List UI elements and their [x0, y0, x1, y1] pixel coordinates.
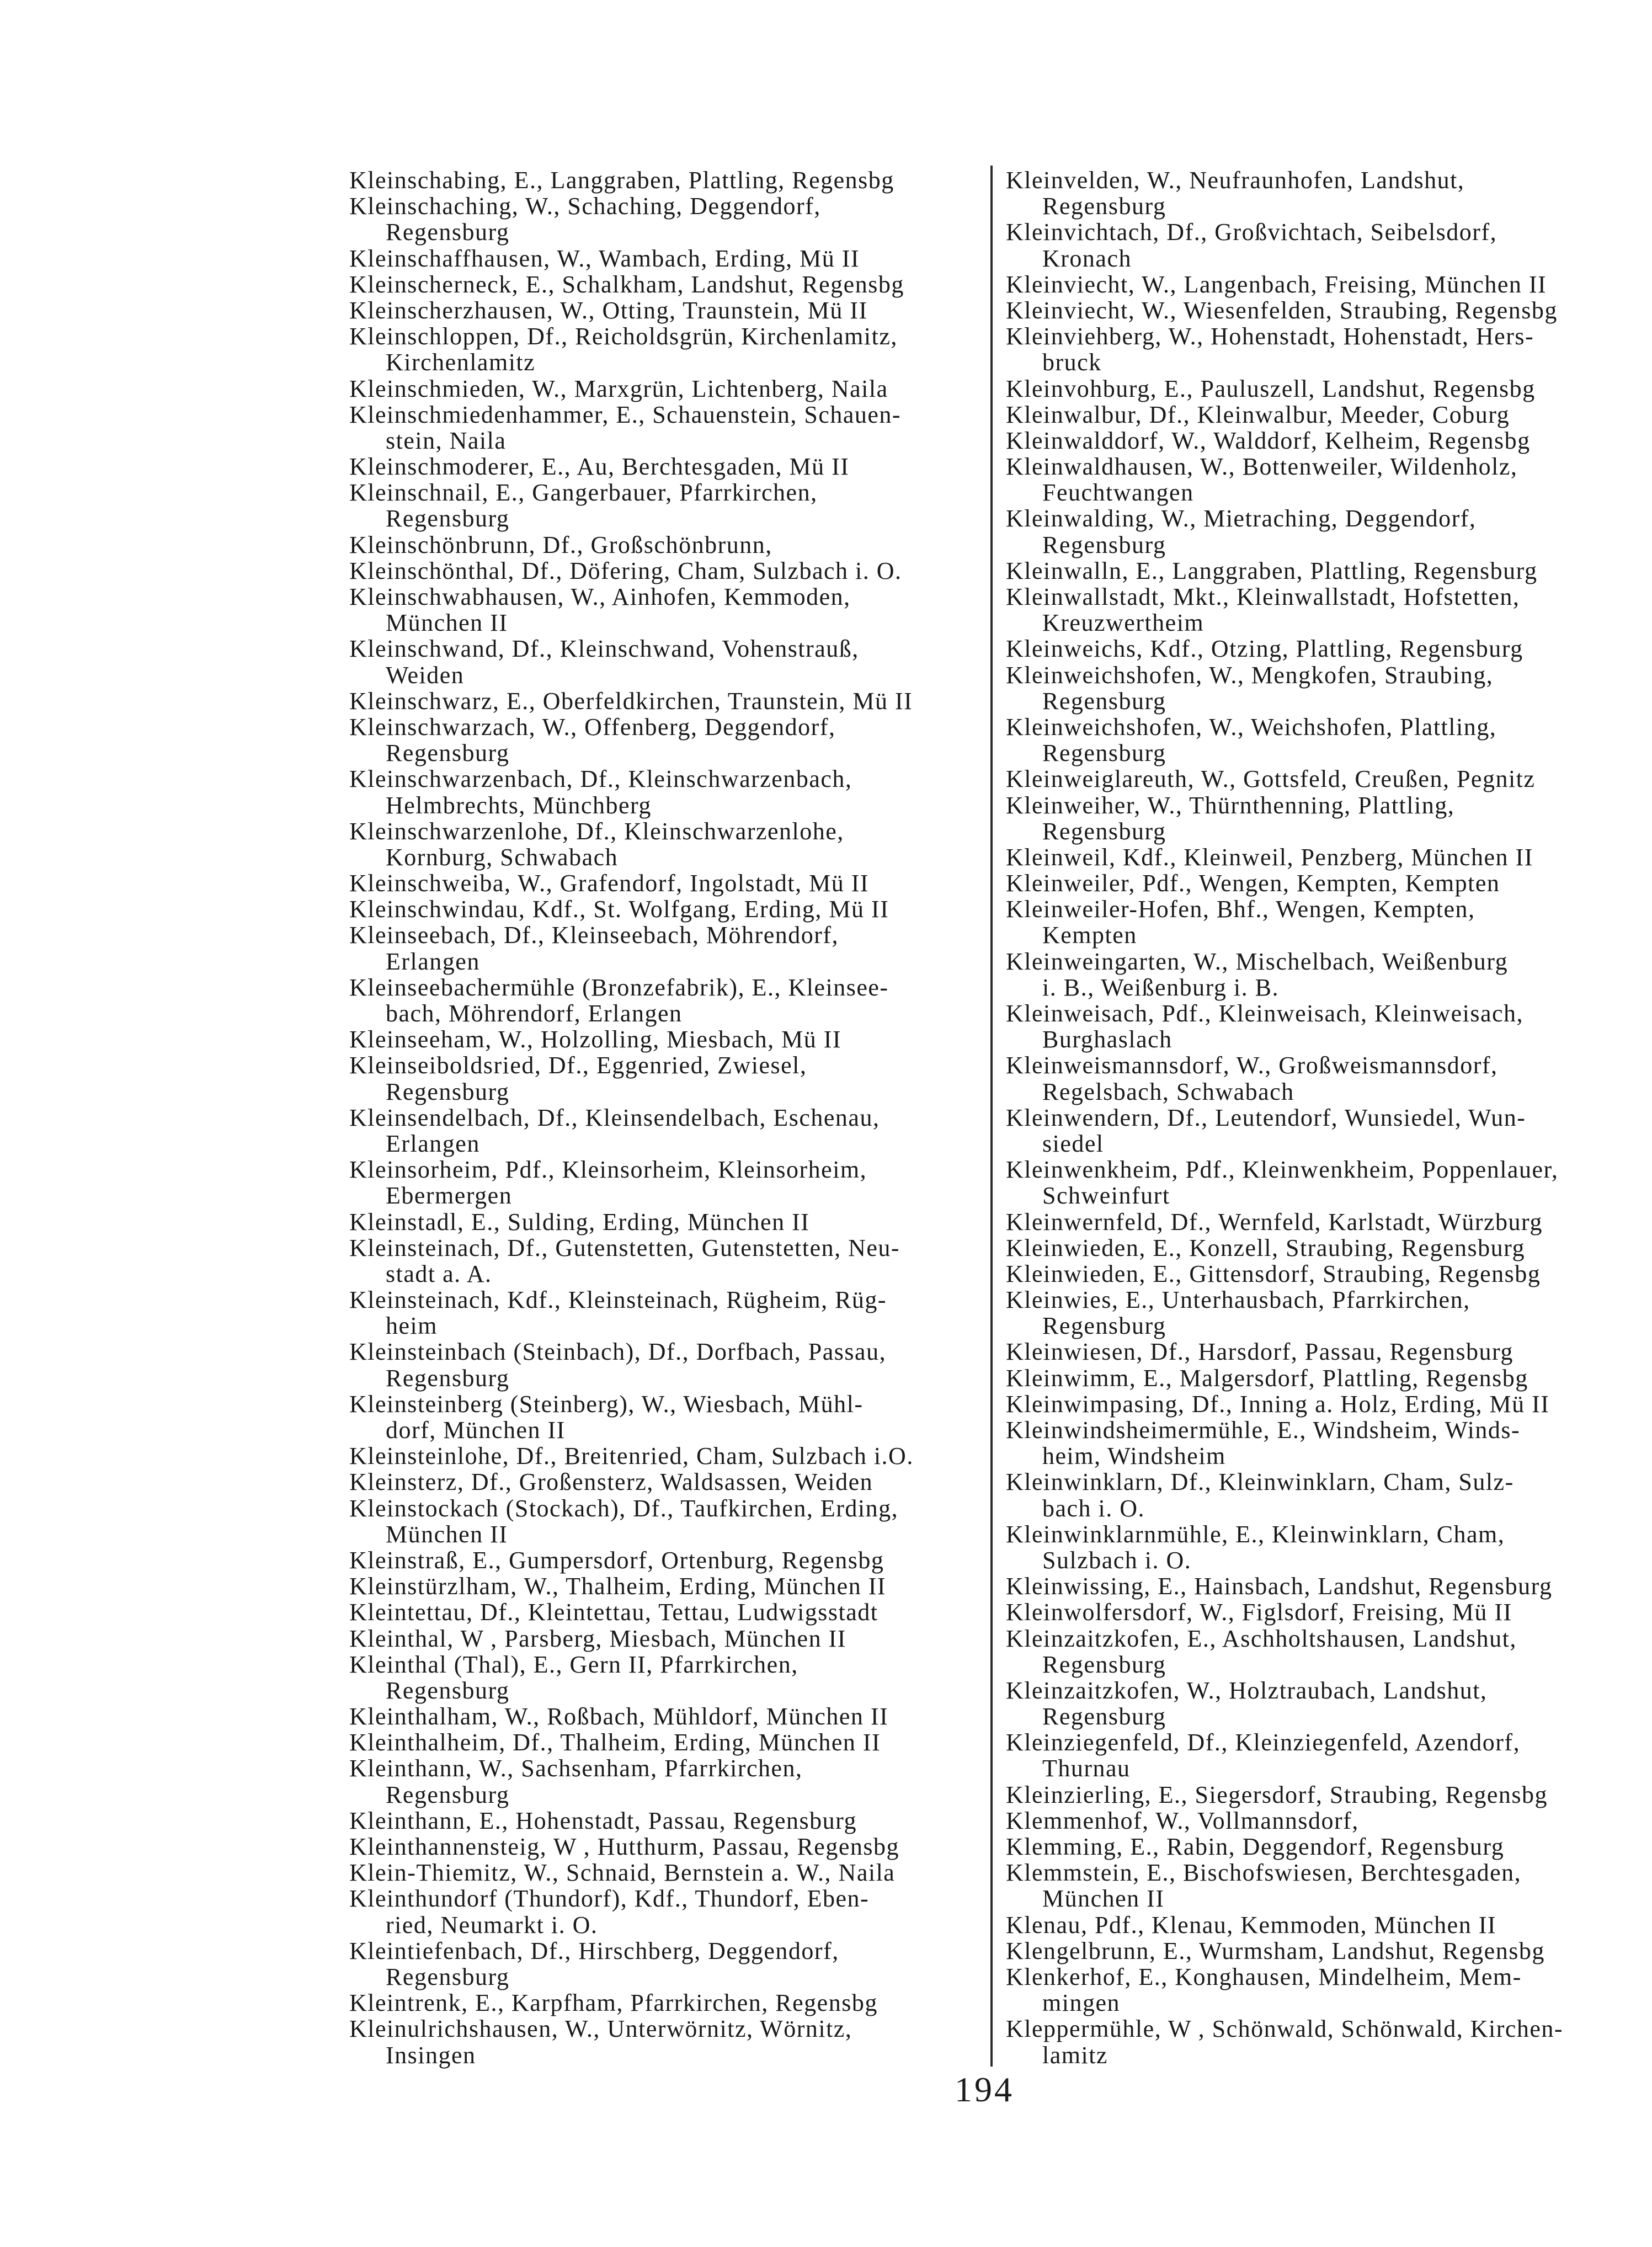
gazetteer-entry: [349, 1729, 984, 1755]
entry-line: Kleinwinklarnmühle, E., Kleinwinklarn, Cham,: [1006, 1520, 1505, 1548]
gazetteer-entry: [349, 376, 984, 402]
gazetteer-entry: [349, 1573, 984, 1599]
entry-line: Kleinwolfersdorf, W., Figlsdorf, Freising, Mü II: [1006, 1599, 1512, 1626]
entry-line: Kleinvohburg, E., Pauluszell, Landshut, Regensbg: [1006, 375, 1536, 402]
entry-continuation-line: Regensburg: [386, 1963, 510, 1990]
entry-line: Kleinschabing, E., Langgraben, Plattling, Regensbg: [349, 167, 894, 194]
gazetteer-entry: [349, 1860, 984, 1886]
entry-continuation-line: München II: [1042, 1885, 1165, 1913]
gazetteer-entry: [1006, 297, 1640, 323]
entry-line: Kleinwalbur, Df., Kleinwalbur, Meeder, Coburg: [1006, 401, 1510, 428]
entry-line: Kleinwaldhausen, W., Bottenweiler, Wildenholz,: [1006, 453, 1518, 481]
gazetteer-entry: [1006, 1573, 1640, 1599]
entry-line: Kleinwalddorf, W., Walddorf, Kelheim, Regensbg: [1006, 427, 1531, 454]
entry-continuation-line: heim: [386, 1312, 438, 1340]
gazetteer-entry: [349, 636, 984, 688]
entry-line: Kleinschnail, E., Gangerbauer, Pfarrkirchen,: [349, 479, 818, 507]
entry-line: Kleinthann, E., Hohenstadt, Passau, Regensburg: [349, 1807, 857, 1834]
gazetteer-entry: [1006, 1808, 1640, 1834]
gazetteer-entry: [349, 1626, 984, 1652]
gazetteer-entry: [1006, 1157, 1640, 1208]
gazetteer-entry: [349, 1652, 984, 1703]
gazetteer-entry: [349, 402, 984, 454]
entry-continuation-line: Regensburg: [1042, 817, 1166, 845]
entry-continuation-line: ried, Neumarkt i. O.: [386, 1911, 598, 1939]
entry-line: Kleinthalheim, Df., Thalheim, Erding, München II: [349, 1729, 881, 1756]
gazetteer-entry: [1006, 1105, 1640, 1157]
entry-line: Klengelbrunn, E., Wurmsham, Landshut, Regensbg: [1006, 1937, 1545, 1964]
entry-continuation-line: stadt a. A.: [386, 1260, 492, 1287]
entry-line: Kleinzaitzkofen, W., Holztraubach, Landshut,: [1006, 1676, 1488, 1704]
entry-line: Kleinvelden, W., Neufraunhofen, Landshut,: [1006, 167, 1465, 194]
page-number: 194: [955, 2070, 1014, 2109]
entry-line: Kleinsteinberg (Steinberg), W., Wiesbach, Mühl-: [349, 1390, 864, 1418]
gazetteer-entry: [1006, 402, 1640, 428]
gazetteer-entry: [349, 896, 984, 922]
entry-continuation-line: Feuchtwangen: [1042, 479, 1194, 507]
entry-line: Kleinwernfeld, Df., Wernfeld, Karlstadt, Würzburg: [1006, 1208, 1543, 1236]
entry-continuation-line: Erlangen: [386, 1130, 480, 1157]
gazetteer-entry: [1006, 1860, 1640, 1911]
gazetteer-entry: [349, 532, 984, 558]
entry-continuation-line: dorf, München II: [386, 1417, 566, 1444]
gazetteer-entry: [1006, 1261, 1640, 1287]
entry-line: Kleinweichs, Kdf., Otzing, Plattling, Regensburg: [1006, 635, 1523, 663]
gazetteer-entry: [1006, 1912, 1640, 1938]
gazetteer-entry: [1006, 219, 1640, 271]
entry-line: Kleinstürzlham, W., Thalheim, Erding, München II: [349, 1573, 887, 1600]
entry-continuation-line: Regensburg: [1042, 739, 1166, 767]
left-column: [349, 167, 984, 2068]
gazetteer-entry: [1006, 1521, 1640, 1573]
entry-line: Kleinweiler-Hofen, Bhf., Wengen, Kempten,: [1006, 896, 1475, 923]
entry-line: Kleinwalln, E., Langgraben, Plattling, Regensburg: [1006, 557, 1538, 584]
entry-line: Kleinschloppen, Df., Reicholdsgrün, Kirchenlamitz,: [349, 323, 898, 350]
entry-line: Kleinweingarten, W., Mischelbach, Weißenburg: [1006, 947, 1509, 975]
entry-line: Kleinschmoderer, E., Au, Berchtesgaden, Mü II: [349, 453, 850, 481]
gazetteer-entry: [349, 1105, 984, 1157]
entry-line: Kleinsteinbach (Steinbach), Df., Dorfbach, Passau,: [349, 1338, 887, 1366]
entry-continuation-line: Regensburg: [1042, 193, 1166, 220]
gazetteer-entry: [349, 1703, 984, 1729]
entry-line: Kleintiefenbach, Df., Hirschberg, Deggendorf,: [349, 1937, 839, 1964]
entry-continuation-line: mingen: [1042, 1989, 1120, 2017]
entry-line: Kleinschmieden, W., Marxgrün, Lichtenberg, Naila: [349, 375, 888, 402]
entry-continuation-line: i. B., Weißenburg i. B.: [1042, 973, 1279, 1001]
entry-line: Klemmstein, E., Bischofswiesen, Berchtesgaden,: [1006, 1859, 1522, 1887]
entry-line: Kleinzaitzkofen, E., Aschholtshausen, Landshut,: [1006, 1625, 1517, 1652]
entry-line: Kleinwieden, E., Gittensdorf, Straubing, Regensbg: [1006, 1260, 1541, 1287]
entry-line: Kleinzierling, E., Siegersdorf, Straubing, Regensbg: [1006, 1781, 1548, 1808]
entry-line: Kleinsteinlohe, Df., Breitenried, Cham, Sulzbach i.O.: [349, 1442, 914, 1470]
entry-line: Kleinthal, W , Parsberg, Miesbach, München II: [349, 1625, 846, 1652]
entry-continuation-line: stein, Naila: [386, 427, 507, 454]
gazetteer-entry: [1006, 1964, 1640, 2016]
gazetteer-entry: [1006, 505, 1640, 557]
gazetteer-entry: [349, 454, 984, 480]
gazetteer-entry: [349, 1052, 984, 1104]
entry-continuation-line: lamitz: [1042, 2041, 1108, 2069]
entry-line: Kleinsorheim, Pdf., Kleinsorheim, Kleinsorheim,: [349, 1156, 867, 1184]
gazetteer-entry: [349, 1834, 984, 1860]
entry-line: Kleinschmiedenhammer, E., Schauenstein, Schauen-: [349, 401, 902, 428]
gazetteer-entry: [349, 558, 984, 584]
gazetteer-entry: [349, 1339, 984, 1391]
entry-line: Kleinschaffhausen, W., Wambach, Erding, Mü II: [349, 244, 860, 272]
gazetteer-entry: [349, 1443, 984, 1469]
gazetteer-entry: [1006, 1000, 1640, 1052]
right-column: [1006, 167, 1640, 2068]
gazetteer-entry: [1006, 1599, 1640, 1625]
gazetteer-entry: [1006, 167, 1640, 219]
gazetteer-entry: [349, 818, 984, 870]
entry-line: Kleinviecht, W., Wiesenfelden, Straubing, Regensbg: [1006, 296, 1558, 324]
gazetteer-entry: [1006, 844, 1640, 870]
gazetteer-entry: [1006, 1469, 1640, 1521]
entry-line: Kleinwieden, E., Konzell, Straubing, Regensburg: [1006, 1234, 1525, 1261]
entry-line: Kleinwissing, E., Hainsbach, Landshut, Regensburg: [1006, 1573, 1553, 1600]
entry-line: Kleinsterz, Df., Großensterz, Waldsassen, Weiden: [349, 1468, 873, 1496]
gazetteer-entry: [349, 1287, 984, 1339]
entry-continuation-line: Regensburg: [1042, 531, 1166, 558]
gazetteer-entry: [349, 1990, 984, 2016]
entry-line: Kleinthundorf (Thundorf), Kdf., Thundorf, Eben-: [349, 1885, 870, 1913]
entry-line: Klenkerhof, E., Konghausen, Mindelheim, Mem-: [1006, 1963, 1522, 1990]
entry-line: Kleinseebachermühle (Bronzefabrik), E., Kleinsee-: [349, 973, 889, 1001]
gazetteer-entry: [349, 584, 984, 636]
entry-continuation-line: bach i. O.: [1042, 1494, 1145, 1522]
gazetteer-entry: [349, 975, 984, 1026]
entry-line: Kleinsteinach, Kdf., Kleinsteinach, Rügheim, Rüg-: [349, 1286, 887, 1314]
entry-line: Kleinwiesen, Df., Harsdorf, Passau, Regensburg: [1006, 1338, 1514, 1366]
gazetteer-entry: [1006, 1626, 1640, 1678]
entry-line: Kleinweismannsdorf, W., Großweismannsdorf,: [1006, 1052, 1498, 1079]
entry-line: Kleintettau, Df., Kleintettau, Tettau, Ludwigsstadt: [349, 1599, 878, 1626]
gazetteer-entry: [1006, 1391, 1640, 1417]
entry-line: Kleinstockach (Stockach), Df., Taufkirchen, Erding,: [349, 1494, 899, 1522]
entry-line: Kleppermühle, W , Schönwald, Schönwald, Kirchen-: [1006, 2015, 1564, 2043]
gazetteer-entry: [349, 688, 984, 714]
entry-continuation-line: Kreuzwertheim: [1042, 609, 1205, 637]
entry-line: Kleinthann, W., Sachsenham, Pfarrkirchen,: [349, 1755, 803, 1782]
entry-line: Kleinweichshofen, W., Weichshofen, Plattling,: [1006, 713, 1497, 741]
gazetteer-entry: [1006, 1938, 1640, 1964]
entry-continuation-line: siedel: [1042, 1130, 1104, 1157]
gazetteer-entry: [1006, 1782, 1640, 1808]
entry-line: Kleinschwindau, Kdf., St. Wolfgang, Erding, Mü II: [349, 896, 889, 923]
entry-continuation-line: Regensburg: [1042, 687, 1166, 715]
entry-continuation-line: Helmbrechts, Münchberg: [386, 791, 652, 819]
entry-line: Kleinvichtach, Df., Großvichtach, Seibelsdorf,: [1006, 219, 1498, 246]
gazetteer-entry: [1006, 1339, 1640, 1365]
gazetteer-entry: [349, 193, 984, 245]
entry-continuation-line: Sulzbach i. O.: [1042, 1546, 1192, 1574]
entry-line: Kleinschwarz, E., Oberfeldkirchen, Traunstein, Mü II: [349, 687, 913, 715]
entry-continuation-line: Regensburg: [1042, 1650, 1166, 1678]
entry-line: Kleinweichshofen, W., Mengkofen, Straubing,: [1006, 661, 1494, 689]
entry-continuation-line: München II: [386, 609, 508, 637]
entry-line: Kleinwimpasing, Df., Inning a. Holz, Erding, Mü II: [1006, 1390, 1550, 1418]
entry-line: Kleinschwand, Df., Kleinschwand, Vohenstrauß,: [349, 635, 859, 663]
entry-continuation-line: Kornburg, Schwabach: [386, 843, 619, 871]
entry-line: Kleinweiglareuth, W., Gottsfeld, Creußen, Pegnitz: [1006, 765, 1536, 793]
entry-continuation-line: bruck: [1042, 349, 1102, 376]
entry-line: Kleinthalham, W., Roßbach, Mühldorf, München II: [349, 1703, 889, 1730]
entry-continuation-line: Regensburg: [1042, 1703, 1166, 1730]
entry-line: Kleinthannensteig, W , Hutthurm, Passau, Regensbg: [349, 1833, 899, 1860]
entry-line: Kleinseeham, W., Holzolling, Miesbach, Mü II: [349, 1026, 842, 1053]
entry-continuation-line: Regensburg: [386, 739, 510, 767]
entry-line: Kleinwinklarn, Df., Kleinwinklarn, Cham, Sulz-: [1006, 1468, 1514, 1496]
entry-line: Kleinscherneck, E., Schalkham, Landshut, Regensbg: [349, 270, 904, 298]
entry-line: Kleinweisach, Pdf., Kleinweisach, Kleinweisach,: [1006, 1000, 1524, 1027]
entry-line: Kleinwindsheimermühle, E., Windsheim, Winds-: [1006, 1417, 1521, 1444]
gazetteer-entry: [349, 1599, 984, 1625]
gazetteer-entry: [1006, 714, 1640, 766]
entry-continuation-line: Regensburg: [386, 1781, 510, 1808]
gazetteer-entry: [1006, 662, 1640, 714]
gazetteer-entry: [349, 766, 984, 818]
gazetteer-entry: [349, 1547, 984, 1573]
gazetteer-entry: [1006, 584, 1640, 636]
gazetteer-entry: [349, 167, 984, 193]
entry-line: Kleinschönbrunn, Df., Großschönbrunn,: [349, 531, 772, 558]
entry-line: Klemmenhof, W., Vollmannsdorf,: [1006, 1807, 1359, 1834]
gazetteer-entry: [1006, 1678, 1640, 1729]
gazetteer-entry: [1006, 323, 1640, 375]
gazetteer-entry: [1006, 1729, 1640, 1781]
gazetteer-entry: [349, 1235, 984, 1287]
gazetteer-entry: [1006, 1417, 1640, 1469]
entry-line: Kleinschönthal, Df., Döfering, Cham, Sulzbach i. O.: [349, 557, 902, 584]
entry-continuation-line: Weiden: [386, 661, 465, 689]
gazetteer-entry: [1006, 1365, 1640, 1391]
gazetteer-entry: [349, 870, 984, 896]
entry-line: Kleinweiler, Pdf., Wengen, Kempten, Kempten: [1006, 870, 1500, 897]
entry-continuation-line: Regensburg: [386, 1078, 510, 1105]
entry-line: Kleinseebach, Df., Kleinseebach, Möhrendorf,: [349, 922, 839, 949]
entry-continuation-line: Thurnau: [1042, 1755, 1131, 1782]
gazetteer-entry: [1006, 949, 1640, 1000]
gazetteer-entry: [349, 1495, 984, 1547]
gazetteer-entry: [349, 246, 984, 271]
gazetteer-entry: [349, 323, 984, 375]
column-divider: [990, 166, 993, 2067]
entry-line: Kleinwenkheim, Pdf., Kleinwenkheim, Poppenlauer,: [1006, 1156, 1559, 1184]
entry-line: Kleinsteinach, Df., Gutenstetten, Gutenstetten, Neu-: [349, 1234, 900, 1261]
entry-line: Kleinschaching, W., Schaching, Deggendorf,: [349, 193, 821, 220]
entry-continuation-line: Kirchenlamitz: [386, 349, 536, 376]
gazetteer-entry: [1006, 896, 1640, 948]
gazetteer-entry: [349, 2016, 984, 2068]
entry-continuation-line: Regelsbach, Schwabach: [1042, 1078, 1294, 1105]
gazetteer-entry: [349, 1157, 984, 1208]
entry-line: Klemming, E., Rabin, Deggendorf, Regensburg: [1006, 1833, 1505, 1860]
entry-line: Kleinschwarzenbach, Df., Kleinschwarzenbach,: [349, 765, 852, 793]
gazetteer-entry: [349, 1886, 984, 1937]
entry-line: Kleinschwarzach, W., Offenberg, Deggendorf,: [349, 713, 836, 741]
gazetteer-entry: [1006, 792, 1640, 844]
entry-continuation-line: Regensburg: [386, 219, 510, 246]
entry-line: Kleinschweiba, W., Grafendorf, Ingolstadt, Mü II: [349, 870, 870, 897]
entry-line: Kleinwalding, W., Mietraching, Deggendorf,: [1006, 505, 1477, 533]
gazetteer-entry: [1006, 271, 1640, 297]
entry-line: Kleinziegenfeld, Df., Kleinziegenfeld, Azendorf,: [1006, 1729, 1521, 1756]
entry-continuation-line: Kempten: [1042, 922, 1137, 949]
gazetteer-entry: [1006, 558, 1640, 584]
gazetteer-entry: [1006, 1052, 1640, 1104]
entry-line: Kleinweiher, W., Thürnthenning, Plattling,: [1006, 791, 1455, 819]
entry-line: Kleinweil, Kdf., Kleinweil, Penzberg, München II: [1006, 843, 1533, 871]
gazetteer-entry: [1006, 1287, 1640, 1339]
entry-line: Kleinviecht, W., Langenbach, Freising, München II: [1006, 270, 1547, 298]
entry-continuation-line: Regensburg: [386, 1676, 510, 1704]
entry-continuation-line: heim, Windsheim: [1042, 1442, 1226, 1470]
entry-line: Kleinsendelbach, Df., Kleinsendelbach, Eschenau,: [349, 1104, 880, 1131]
gazetteer-entry: [349, 1808, 984, 1834]
entry-continuation-line: Kronach: [1042, 244, 1132, 272]
entry-line: Kleinschwarzenlohe, Df., Kleinschwarzenlohe,: [349, 817, 844, 845]
gazetteer-entry: [1006, 454, 1640, 505]
entry-continuation-line: Schweinfurt: [1042, 1182, 1170, 1210]
gazetteer-entry: [1006, 428, 1640, 454]
entry-line: Klenau, Pdf., Klenau, Kemmoden, München II: [1006, 1911, 1497, 1939]
entry-continuation-line: bach, Möhrendorf, Erlangen: [386, 1000, 683, 1027]
gazetteer-entry: [349, 1755, 984, 1807]
entry-line: Kleinwallstadt, Mkt., Kleinwallstadt, Hofstetten,: [1006, 583, 1520, 610]
gazetteer-entry: [1006, 1834, 1640, 1860]
entry-line: Kleinulrichshausen, W., Unterwörnitz, Wörnitz,: [349, 2015, 852, 2043]
gazetteer-entry: [349, 271, 984, 297]
gazetteer-entry: [1006, 870, 1640, 896]
entry-line: Kleinviehberg, W., Hohenstadt, Hohenstadt, Hers-: [1006, 323, 1534, 350]
gazetteer-entry: [349, 1391, 984, 1443]
entry-line: Kleinthal (Thal), E., Gern II, Pfarrkirchen,: [349, 1650, 798, 1678]
gazetteer-entry: [349, 714, 984, 766]
entry-line: Kleinstadl, E., Sulding, Erding, München II: [349, 1208, 810, 1236]
gazetteer-entry: [1006, 376, 1640, 402]
entry-continuation-line: Insingen: [386, 2041, 476, 2069]
gazetteer-entry: [349, 1469, 984, 1495]
entry-continuation-line: Regensburg: [386, 1364, 510, 1392]
entry-continuation-line: Erlangen: [386, 947, 480, 975]
entry-line: Kleinschwabhausen, W., Ainhofen, Kemmoden,: [349, 583, 851, 610]
entry-line: Kleinwies, E., Unterhausbach, Pfarrkirchen,: [1006, 1286, 1470, 1314]
gazetteer-entry: [349, 922, 984, 974]
entry-continuation-line: Regensburg: [386, 505, 510, 533]
entry-continuation-line: Regensburg: [1042, 1312, 1166, 1340]
entry-line: Kleintrenk, E., Karpfham, Pfarrkirchen, Regensbg: [349, 1989, 878, 2017]
entry-continuation-line: Burghaslach: [1042, 1026, 1173, 1053]
gazetteer-entry: [1006, 1209, 1640, 1235]
entry-line: Kleinwimm, E., Malgersdorf, Plattling, Regensbg: [1006, 1364, 1528, 1392]
entry-line: Kleinwendern, Df., Leutendorf, Wunsiedel, Wun-: [1006, 1104, 1526, 1131]
entry-line: Klein-Thiemitz, W., Schnaid, Bernstein a. W., Naila: [349, 1859, 896, 1887]
gazetteer-entry: [349, 1209, 984, 1235]
entry-line: Kleinscherzhausen, W., Otting, Traunstein, Mü II: [349, 296, 868, 324]
gazetteer-entry: [349, 1026, 984, 1052]
entry-continuation-line: München II: [386, 1520, 508, 1548]
gazetteer-entry: [349, 297, 984, 323]
gazetteer-entry: [1006, 636, 1640, 662]
gazetteer-entry: [349, 1938, 984, 1990]
entry-line: Kleinseiboldsried, Df., Eggenried, Zwiesel,: [349, 1052, 807, 1079]
entry-line: Kleinstraß, E., Gumpersdorf, Ortenburg, Regensbg: [349, 1546, 884, 1574]
gazetteer-entry: [1006, 766, 1640, 792]
entry-continuation-line: Ebermergen: [386, 1182, 513, 1210]
gazetteer-entry: [349, 480, 984, 531]
gazetteer-entry: [1006, 2016, 1640, 2068]
gazetteer-entry: [1006, 1235, 1640, 1261]
